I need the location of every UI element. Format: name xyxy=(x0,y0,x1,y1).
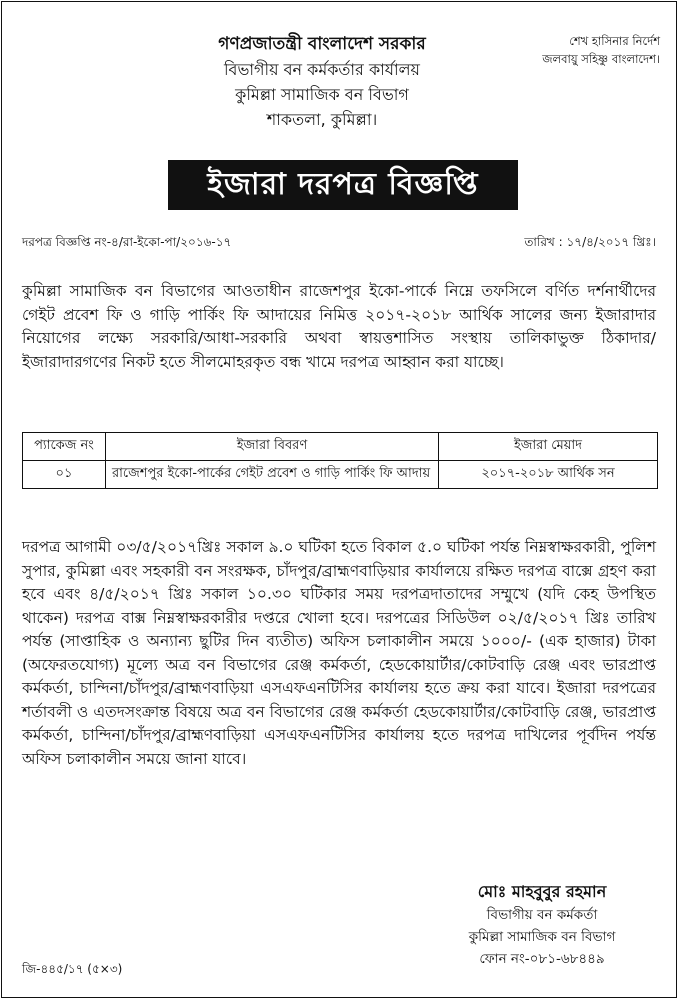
signatory-phone: ফোন নং-০৮১-৬৮৪৪৯ xyxy=(479,951,605,967)
cell-package: ০১ xyxy=(23,461,106,489)
signatory-name: মোঃ মাহবুবুর রহমান xyxy=(477,882,607,901)
notice-title-banner: ইজারা দরপত্র বিজ্ঞপ্তি xyxy=(168,160,518,210)
slogan-line-1: শেখ হাসিনার নির্দেশ xyxy=(569,34,660,48)
office-name: বিভাগীয় বন কর্মকর্তার কার্যালয় xyxy=(223,60,420,79)
office-header xyxy=(152,32,492,132)
government-name: গণপ্রজাতন্ত্রী বাংলাদেশ সরকার xyxy=(218,34,426,54)
signature-block xyxy=(432,880,652,970)
table-row xyxy=(23,461,658,489)
header-package: প্যাকেজ নং xyxy=(23,433,106,461)
tender-table xyxy=(22,432,658,489)
signatory-division: কুমিল্লা সামাজিক বন বিভাগ xyxy=(468,929,616,945)
header-period: ইজারা মেয়াদ xyxy=(439,433,658,461)
signatory-designation: বিভাগীয় বন কর্মকর্তা xyxy=(486,907,598,923)
publication-code: জি-৪৪৫/১৭ (৫×৩) xyxy=(22,962,123,976)
slogan-line-2: জলবায়ু সহিষ্ণু বাংলাদেশ। xyxy=(542,52,660,66)
division-name: কুমিল্লা সামাজিক বন বিভাগ xyxy=(235,85,409,104)
body-paragraph: দরপত্র আগামী ০৩/৫/২০১৭খ্রিঃ সকাল ৯.০ ঘটিকা হতে বিকাল ৫.০ ঘটিকা পর্যন্ত নিম্নস্বাক্ষরকারী, পুলিশ সুপার, কুমিল্লা এবং সহকারী বন সংরক্ষক, চাঁদপুর/ব্রাহ্মণবাড়িয়ার কার্যালয়ে রক্ষিত দরপত্র বাক্সে গ্রহণ করা হবে এবং ৪/৫/২০১৭ খ্রিঃ সকাল ১০.৩০ ঘটিকার সময় দরপত্রদাতাদের সম্মুখে (যদি কেহ উপস্থিত থাকেন) দরপত্র বাক্স নিম্নস্বাক্ষরকারীর দপ্তরে খোলা হবে। দরপত্রের সিডিউল ০২/৫/২০১৭ খ্রিঃ তারিখ পর্যন্ত (সাপ্তাহিক ও অন্যান্য ছুটির দিন ব্যতীত) অফিস চলাকালীন সময়ে ১০০০/- (এক হাজার) টাকা (অফেরতযোগ্য) মূল্যে অত্র বন বিভাগের রেঞ্জ কর্মকর্তা, হেডকোয়ার্টার/কোটবাড়ি রেঞ্জ এবং ভারপ্রাপ্ত কর্মকর্তা, চান্দিনা/চাঁদপুর/ব্রাহ্মণবাড়িয়া এসএফএনটিসির কার্যালয় হতে ক্রয় করা যাবে। ইজারা দরপত্রের শর্তাবলী ও এতদসংক্রান্ত বিষয়ে অত্র বন বিভাগের রেঞ্জ কর্মকর্তা হেডকোয়ার্টার/কোটবাড়ি রেঞ্জ, ভারপ্রাপ্ত কর্মকর্তা, চান্দিনা/চাঁদপুর/ব্রাহ্মণবাড়িয়া এসএফএনটিসির কার্যালয় হতে দরপত্র দাখিলের পূর্বদিন পর্যন্ত অফিস চলাকালীন সময়ে জানা যাবে। xyxy=(22,538,656,768)
reference-row xyxy=(22,234,656,254)
memo-number: দরপত্র বিজ্ঞপ্তি নং-৪/রা-ইকো-পা/২০১৬-১৭ xyxy=(22,235,232,249)
notice-date: তারিখ : ১৭/৪/২০১৭ খ্রিঃ। xyxy=(524,235,656,249)
cell-description: রাজেশপুর ইকো-পার্কের গেইট প্রবেশ ও গাড়ি পার্কিং ফি আদায় xyxy=(106,461,439,489)
notice-page xyxy=(1,1,677,998)
intro-paragraph: কুমিল্লা সামাজিক বন বিভাগের আওতাধীন রাজেশপুর ইকো-পার্কে নিম্নে তফসিলে বর্ণিত দর্শনার্থীদের গেইট প্রবেশ ফি ও গাড়ি পার্কিং ফি আদায়ের নিমিত্ত ২০১৭-২০১৮ আর্থিক সালের জন্য ইজারাদার নিয়োগের লক্ষ্যে সরকারি/আধা-সরকারি অথবা স্বায়ত্তশাসিত সংস্থায় তালিকাভুক্ত ঠিকাদার/ইজারাদারগণের নিকট হতে সীলমোহরকৃত বন্ধ খামে দরপত্র আহ্বান করা যাচ্ছে। xyxy=(22,282,656,371)
slogan xyxy=(500,32,660,68)
table-header-row xyxy=(23,433,658,461)
office-address: শাকতলা, কুমিল্লা। xyxy=(266,110,378,129)
header-description: ইজারা বিবরণ xyxy=(106,433,439,461)
cell-period: ২০১৭-২০১৮ আর্থিক সন xyxy=(439,461,658,489)
